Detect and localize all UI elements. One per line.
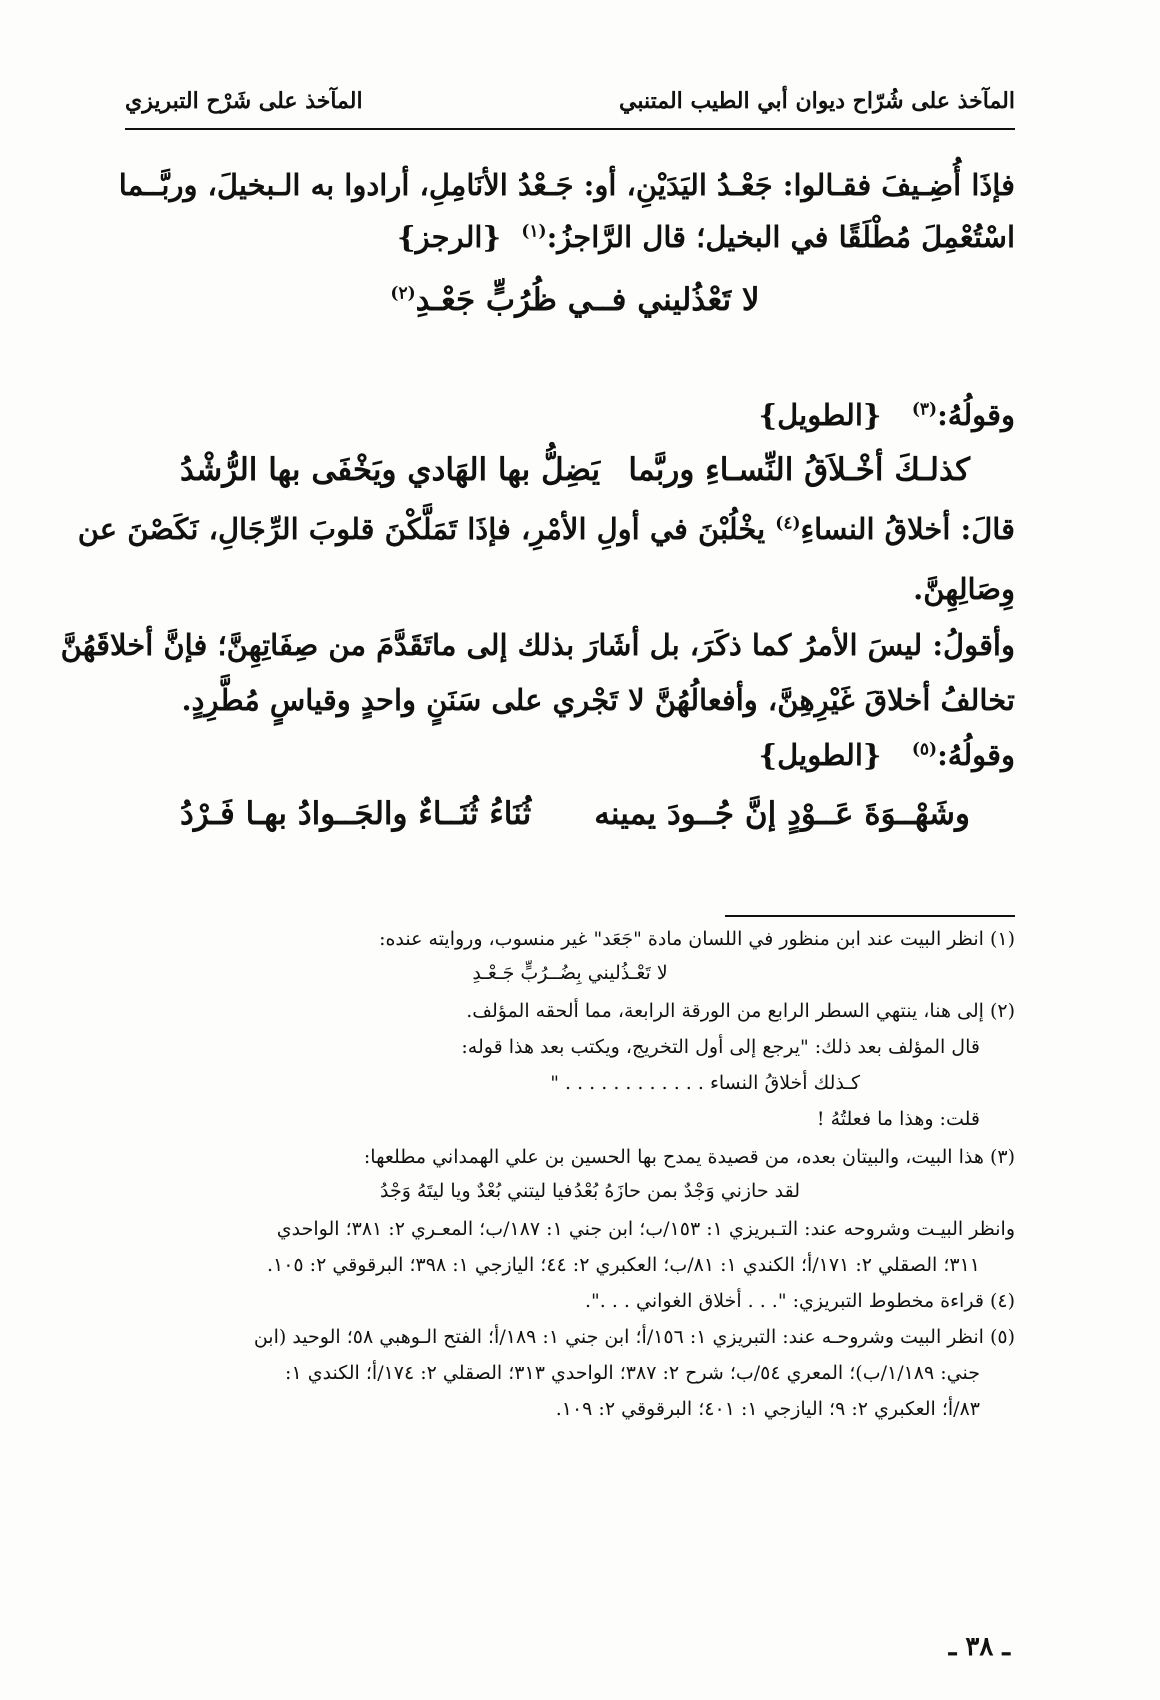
qal-line-2: وِصَالِهِنَّ. <box>913 572 1015 606</box>
footnote-3: (٣) هذا البيت، والبيتان بعده، من قصيدة يمدح بها الحسين بن علي الهمداني مطلعها: <box>363 1146 1015 1168</box>
footnote-2: (٢) إلى هنا، ينتهي السطر الرابع من الورقة الرابعة، مما ألحقه المؤلف. <box>466 1000 1015 1022</box>
header-book-title: المآخذ على شُرّاح ديوان أبي الطيب المتنبي <box>619 88 1015 114</box>
footnote-3-sources-2: ٣١١؛ الصقلي ٢: ١٧١/أ؛ الكندي ١: ٨١/ب؛ العكبري ٢: ٤٤؛ اليازجي ١: ٣٩٨؛ البرقوقي ٢: ١٠٥. <box>266 1254 980 1276</box>
verse-2-second-hemistich: ثُنَاءُ ثُنَــاءٌ والجَــوادُ بهـا فَـرْدُ <box>180 796 532 832</box>
footnote-2-verse: كـذلك أخلاقُ النساء . . . . . . . . . . . . " <box>550 1072 860 1094</box>
header-section-title: المآخذ على شَرْح التبريزي <box>125 88 363 114</box>
footnote-separator <box>725 915 1015 917</box>
verse-2 <box>180 796 970 832</box>
meter-label: {الرجز} <box>397 220 502 254</box>
meter-label: {الطويل} <box>758 398 882 432</box>
verse-1 <box>180 452 970 488</box>
rajaz-verse: لا تَعْذُليني فــي ظُرُبٍّ جَعْـدِ$^{(٢)}$ <box>390 282 760 318</box>
footnote-5-line-2: جني: ١/١٨٩/ب)؛ المعري ٥٤/ب؛ شرح ٢: ٣٨٧؛ الواحدي ٣١٣؛ الصقلي ٢: ١٧٤/أ؛ الكندي ١: <box>285 1362 980 1384</box>
aqul-line-1: وأقولُ: ليسَ الأمرُ كما ذكَرَ، بل أشَارَ بذلك إلى ماتَقَدَّمَ من صِفَاتِهِنَّ؛ فإنَّ أخلاقَهُنَّ <box>60 628 1015 662</box>
footnote-1-verse: لا تَعْـذُليني بِضُــرُبٍّ جَـعْـدِ <box>472 962 668 984</box>
footnote-ref-4[interactable]: (٤) <box>775 513 801 534</box>
quote-heading-2: وقولُهُ:$^{(٥)}$ {الطويل} <box>758 738 1015 772</box>
verse-1-second-hemistich: يَضِلُّ بها الهَادي ويَخْفَى بها الرُّشْدُ <box>180 452 601 488</box>
footnote-ref-3[interactable]: (٣) <box>911 399 938 420</box>
page-number: ـ ٣٨ ـ <box>948 1632 1010 1662</box>
footnote-1: (١) انظر البيت عند ابن منظور في اللسان مادة "جَعَد" غير منسوب، وروايته عنده: <box>379 928 1015 950</box>
body-line-1: فإذَا أُضِـيفَ فقـالوا: جَعْـدُ اليَدَيْنِ، أو: جَـعْدُ الأنَامِلِ، أرادوا به الـبخيلَ، وربَّــما <box>118 168 1015 202</box>
footnote-4: (٤) قراءة مخطوط التبريزي: ". . . أخلاق الغواني . . .". <box>584 1290 1015 1312</box>
qal-line-1: قالَ: أخلاقُ النساءِ$^{(٤)}$ يخْلُبْنَ في أولِ الأمْرِ، فإذَا تَمَلَّكْنَ قلوبَ الرِّجَالِ، نَكَصْنَ عن <box>77 512 1015 546</box>
running-header <box>125 82 1015 130</box>
meter-label: {الطويل} <box>758 738 882 772</box>
footnote-2-quote: قال المؤلف بعد ذلك: "يرجع إلى أول التخريج، ويكتب بعد هذا قوله: <box>461 1036 980 1058</box>
footnote-2-remark: قلت: وهذا ما فعلتُهُ ! <box>816 1108 980 1130</box>
footnote-5: (٥) انظر البيت وشروحـه عند: التبريزي ١: ١٥٦/أ؛ ابن جني ١: ١٨٩/أ؛ الفتح الـوهبي ٥٨؛ الوحيد (ابن <box>253 1326 1015 1348</box>
footnote-ref-2[interactable]: (٢) <box>390 283 416 304</box>
verse-2-first-hemistich: وشَهْــوَةَ عَــوْدٍ إنَّ جُــودَ يمينه <box>594 796 970 832</box>
footnote-ref-5[interactable]: (٥) <box>911 739 938 760</box>
footnote-5-line-3: ٨٣/أ؛ العكبري ٢: ٩؛ اليازجي ١: ٤٠١؛ البرقوقي ٢: ١٠٩. <box>555 1398 980 1420</box>
footnote-3-verse: لقد حازني وَجْدٌ بمن حازَهُ بُعْدُ فيا ليتني بُعْدٌ ويا ليتَهُ وَجْدُ <box>380 1180 800 1202</box>
footnote-ref-1[interactable]: (١) <box>521 221 547 242</box>
footnote-3-sources-1: وانظر البيـت وشروحه عند: التـبريزي ١: ١٥٣/ب؛ ابن جني ١: ١٨٧/ب؛ المعـري ٢: ٣٨١؛ الواحدي <box>276 1218 1015 1240</box>
verse-1-first-hemistich: كذلـكَ أخْـلاَقُ النِّسـاءِ وربَّما <box>628 452 970 488</box>
aqul-line-2: تخالفُ أخلاقَ غَيْرِهِنَّ، وأفعالُهُنَّ لا تَجْري على سَنَنٍ واحدٍ وقياسٍ مُطَّرِدٍ. <box>181 683 1015 717</box>
body-line-2: اسْتُعْمِلَ مُطْلَقًا في البخيل؛ قال الرَّاجزُ:$^{(١)}$ {الرجز} <box>397 220 1015 254</box>
quote-heading-1: وقولُهُ:$^{(٣)}$ {الطويل} <box>758 398 1015 432</box>
